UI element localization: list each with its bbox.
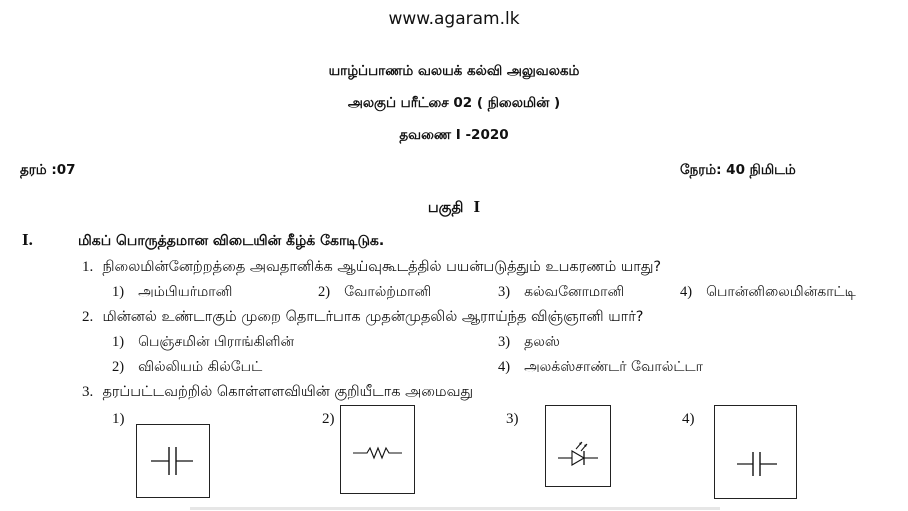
- question-2: [82, 309, 644, 327]
- capacitor-symbol-icon: [715, 406, 796, 498]
- time-label: நேரம்: 40 நிமிடம்: [680, 162, 796, 178]
- part-label: பகுதி: [427, 200, 464, 216]
- page-bottom-divider: [190, 507, 720, 510]
- question-text: தரப்பட்டவற்றில் கொள்ளளவியின் குறியீடாக அமைவது: [102, 384, 474, 400]
- q1-option-3: [498, 284, 624, 302]
- q3-option-4-number: 4): [682, 411, 695, 427]
- question-text: மின்னல் உண்டாகும் முறை தொடர்பாக முதன்முதலில் ஆராய்ந்த விஞ்ஞானி யார்?: [102, 309, 644, 325]
- option-text: தலஸ்: [524, 334, 560, 350]
- option-text: அம்பியர்மானி: [138, 284, 233, 300]
- q2-option-1: [112, 334, 294, 352]
- resistor-symbol-icon: [341, 406, 414, 493]
- option-number: 2): [318, 284, 331, 300]
- q3-option-3-number: 3): [506, 411, 519, 427]
- website-header: www.agaram.lk: [388, 9, 520, 29]
- section-instruction: மிகப் பொருத்தமான விடையின் கீழ்க் கோடிடுக.: [78, 233, 385, 249]
- q1-option-1: [112, 284, 232, 302]
- led-symbol-icon: [546, 406, 610, 486]
- q3-option-1-number: 1): [112, 411, 125, 427]
- option-number: 3): [498, 334, 511, 350]
- q3-option-1-symbol-box: [136, 424, 210, 498]
- q1-option-2: [318, 284, 431, 302]
- option-number: 1): [112, 284, 125, 300]
- office-title: யாழ்ப்பாணம் வலயக் கல்வி அலுவலகம்: [328, 63, 580, 79]
- option-number: 2): [112, 359, 125, 375]
- q3-option-3-symbol-box: [545, 405, 611, 487]
- question-number: 1.: [82, 259, 94, 275]
- option-number: 4): [498, 359, 511, 375]
- section-number: I.: [22, 230, 33, 249]
- q2-option-4: [498, 359, 703, 377]
- option-text: வில்லியம் கில்பேட்: [138, 359, 263, 375]
- option-text: பெஞ்சமின் பிராங்கிளின்: [138, 334, 295, 350]
- option-text: அலக்ஸ்சாண்டர் வோல்ட்டா: [524, 359, 703, 375]
- option-number: 3): [498, 284, 511, 300]
- q2-option-2: [112, 359, 262, 377]
- q3-option-2-number: 2): [322, 411, 335, 427]
- option-text: வோல்ற்மானி: [344, 284, 432, 300]
- term-title: தவணை I -2020: [399, 127, 509, 143]
- capacitor-symbol-icon: [137, 425, 209, 497]
- q2-option-3: [498, 334, 560, 352]
- question-number: 3.: [82, 384, 94, 400]
- q1-option-4: [680, 284, 856, 302]
- option-text: பொன்னிலைமின்காட்டி: [706, 284, 856, 300]
- q3-option-2-symbol-box: [340, 405, 415, 494]
- option-number: 1): [112, 334, 125, 350]
- question-1: [82, 259, 661, 277]
- option-number: 4): [680, 284, 693, 300]
- part-roman: I: [473, 197, 481, 216]
- option-text: கல்வனோமானி: [524, 284, 625, 300]
- question-3: [82, 384, 473, 402]
- question-number: 2.: [82, 309, 94, 325]
- grade-label: தரம் :07: [20, 162, 76, 178]
- q3-option-4-symbol-box: [714, 405, 797, 499]
- exam-title: அலகுப் பரீட்சை 02 ( நிலைமின் ): [347, 95, 561, 111]
- part-heading: [0, 197, 908, 218]
- question-text: நிலைமின்னேற்றத்தை அவதானிக்க ஆய்வுகூடத்தில் பயன்படுத்தும் உபகரணம் யாது?: [102, 259, 662, 275]
